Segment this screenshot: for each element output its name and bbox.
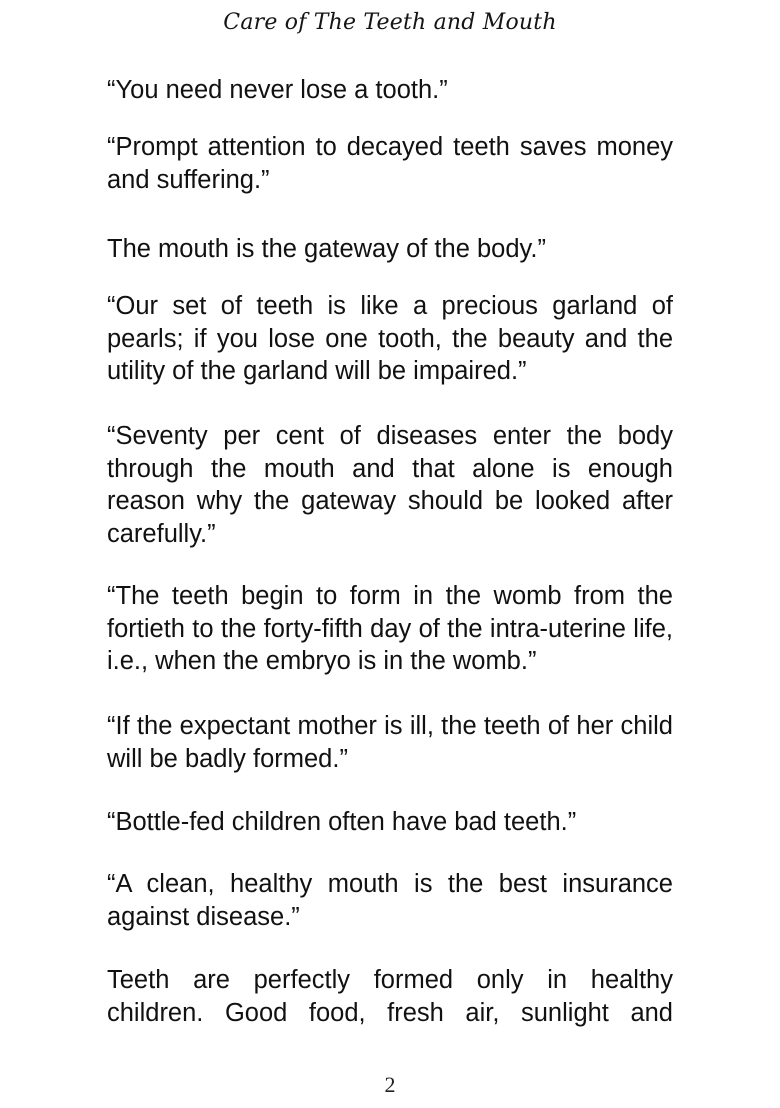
paragraph-2: “Prompt attention to decayed teeth saves money and suffering.” — [107, 133, 673, 194]
running-head: Care of The Teeth and Mouth — [223, 10, 557, 35]
paragraph-3: The mouth is the gateway of the body.” — [107, 235, 546, 263]
paragraph-7: “If the expectant mother is ill, the teeth of her child will be badly formed.” — [107, 712, 673, 773]
paragraph-8: “Bottle-fed children often have bad teeth.” — [107, 808, 577, 836]
page-number: 2 — [384, 1072, 396, 1097]
paragraph-6: “The teeth begin to form in the womb from the fortieth to the forty-fifth day of the intra-uterine life, i.e., when the embryo is in the womb.” — [107, 582, 673, 675]
paragraph-4: “Our set of teeth is like a precious garland of pearls; if you lose one tooth, the beauty and the utility of the garland will be impaired.” — [107, 292, 673, 385]
paragraph-5: “Seventy per cent of diseases enter the body through the mouth and that alone is enough reason why the gateway should be looked after carefully.” — [107, 422, 673, 548]
paragraph-10: Teeth are perfectly formed only in healthy children. Good food, fresh air, sunlight and — [107, 966, 673, 1027]
paragraph-1: “You need never lose a tooth.” — [107, 76, 448, 104]
paragraph-9: “A clean, healthy mouth is the best insurance against disease.” — [107, 870, 673, 931]
